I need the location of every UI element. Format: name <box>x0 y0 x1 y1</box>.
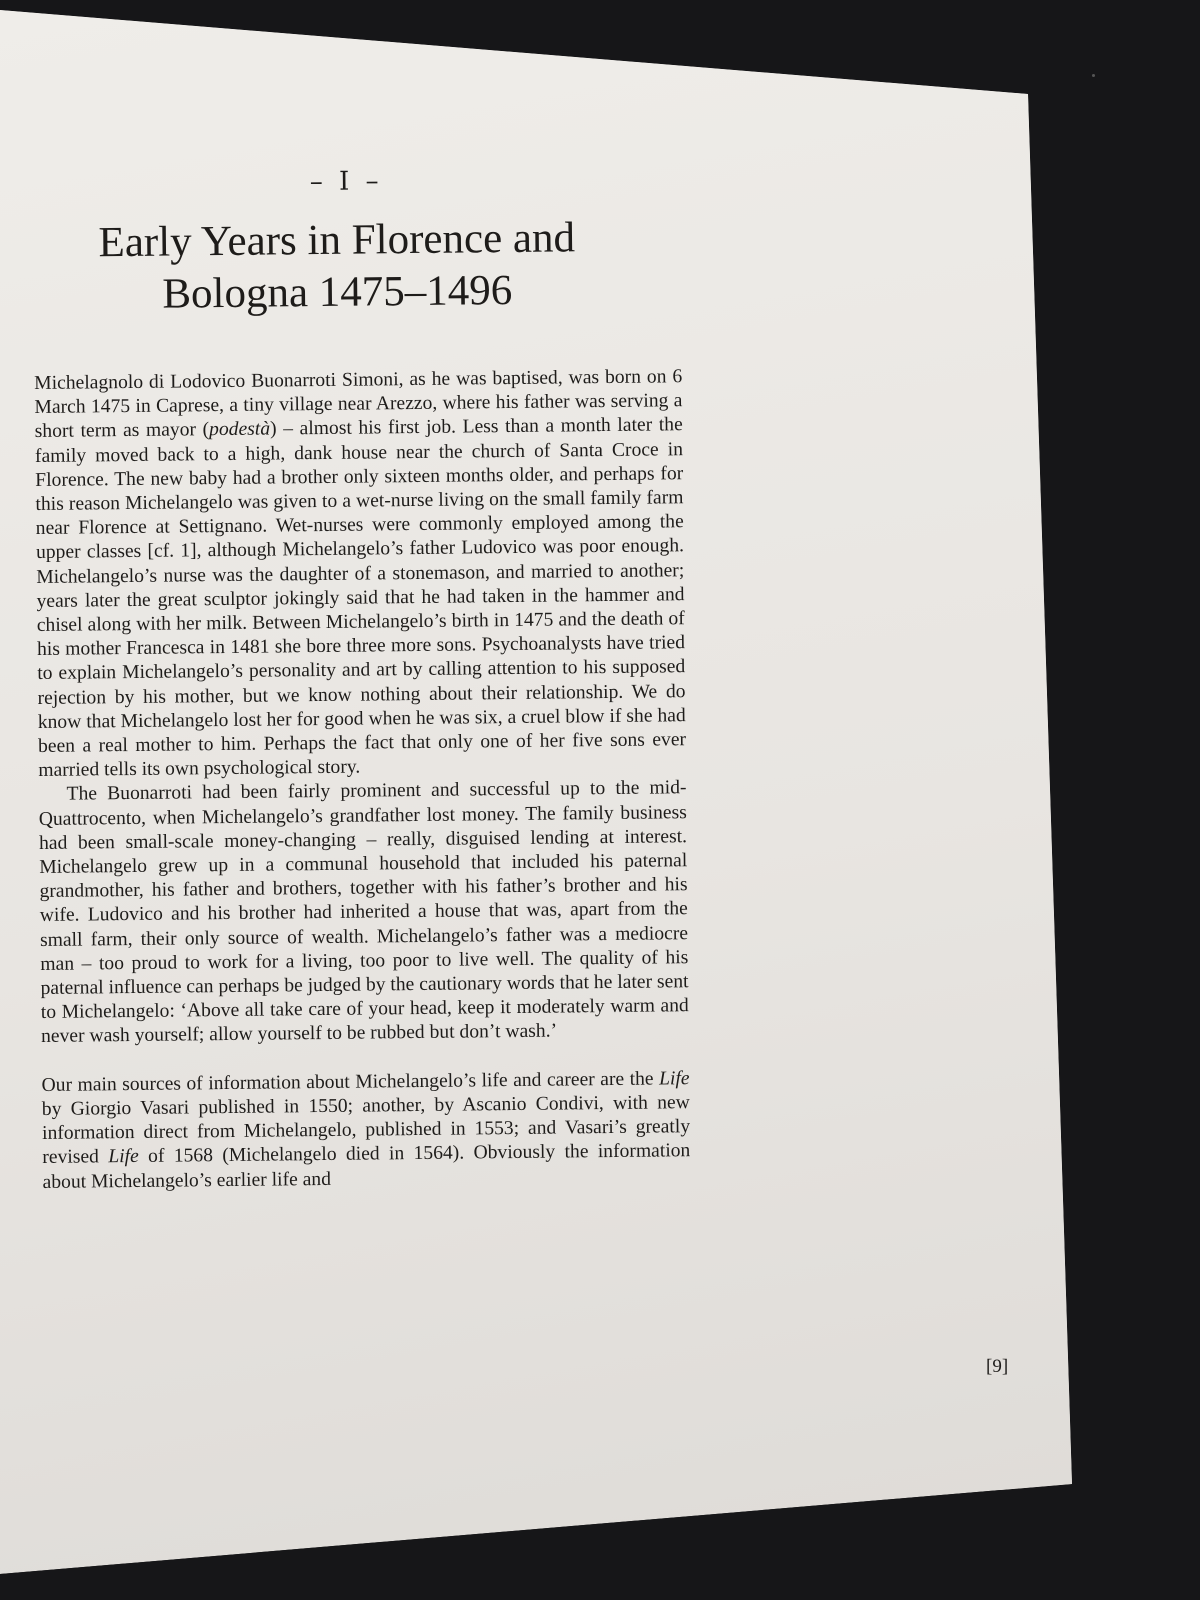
para3-text-a: Our main sources of information about Michelangelo’s life and career are the <box>41 1068 660 1096</box>
chapter-title: Early Years in Florence and Bologna 1475–1496 <box>98 214 576 318</box>
background-speck <box>1092 74 1095 77</box>
para1-text-b: ) – almost his first job. Less than a month later the family moved back to a high, dank house near the church of Santa Croce in Florence. The new baby had a brother only sixteen months older, and perhaps for this reason Michelangelo was given to a wet-nurse living on the small family farm near Florence at Settignano. Wet-nurses were commonly employed among the upper classes [cf. 1], although Michelangelo’s father Ludovico was poor enough. Michelangelo’s nurse was the daughter of a stonemason, and married to another; years later the great sculptor jokingly said that he had taken in the hammer and chisel along with her milk. Between Michelangelo’s birth in 1475 and the death of his mother Francesca in 1481 she bore three more sons. Psychoanalysts have tried to explain Michelangelo’s personality and art by calling attention to his supposed rejection by his mother, but we know nothing about their relationship. We do know that Michelangelo lost her for good when he was six, a cruel blow if she had been a real mother to him. Perhaps the fact that only one of her five sons ever married tells its own psychological story. <box>34 414 687 782</box>
body-paragraph-2: The Buonarroti had been fairly prominent and successful up to the mid-Quattrocento, when Michelangelo’s grandfather lost money. The family business had been small-scale money-changing – really, disguised lending at interest. Michelangelo grew up in a communal household that included his paternal grandmother, his father and brothers, together with his father’s brother and his wife. Ludovico and his brother had inherited a house that was, apart from the small farm, their only source of wealth. Michelangelo’s father was a mediocre man – too proud to work for a living, too poor to live well. The quality of his paternal influence can perhaps be judged by the cautionary words that he later sent to Michelangelo: ‘Above all take care of your head, keep it moderately warm and never wash yourself; allow yourself to be rubbed but don’t wash.’ <box>38 777 689 1048</box>
para3-italic-life-1: Life <box>658 1067 690 1090</box>
para3-italic-life-2: Life <box>108 1146 139 1168</box>
para1-text-a: Michelagnolo di Lodovico Buonarroti Simoni, as he was baptised, was born on 6 March 1475 in Caprese, a tiny village near Arezzo, where his father was serving a short term as mayor ( <box>34 366 683 443</box>
chapter-number: – I – <box>309 166 383 198</box>
para3-text-c: of 1568 (Michelangelo died in 1564). Obviously the information about Michelangelo’s earlier life and <box>42 1140 691 1193</box>
page-number: [9] <box>986 1356 1009 1377</box>
body-paragraph-3 <box>41 1067 690 1195</box>
body-paragraph-1 <box>34 365 686 783</box>
para3-text-b: by Giorgio Vasari published in 1550; another, by Ascanio Condivi, with new information direct from Michelangelo, published in 1553; and Vasari’s greatly revised <box>41 1092 691 1169</box>
page-content <box>32 163 691 1194</box>
para1-italic-term: podestà <box>209 418 271 441</box>
